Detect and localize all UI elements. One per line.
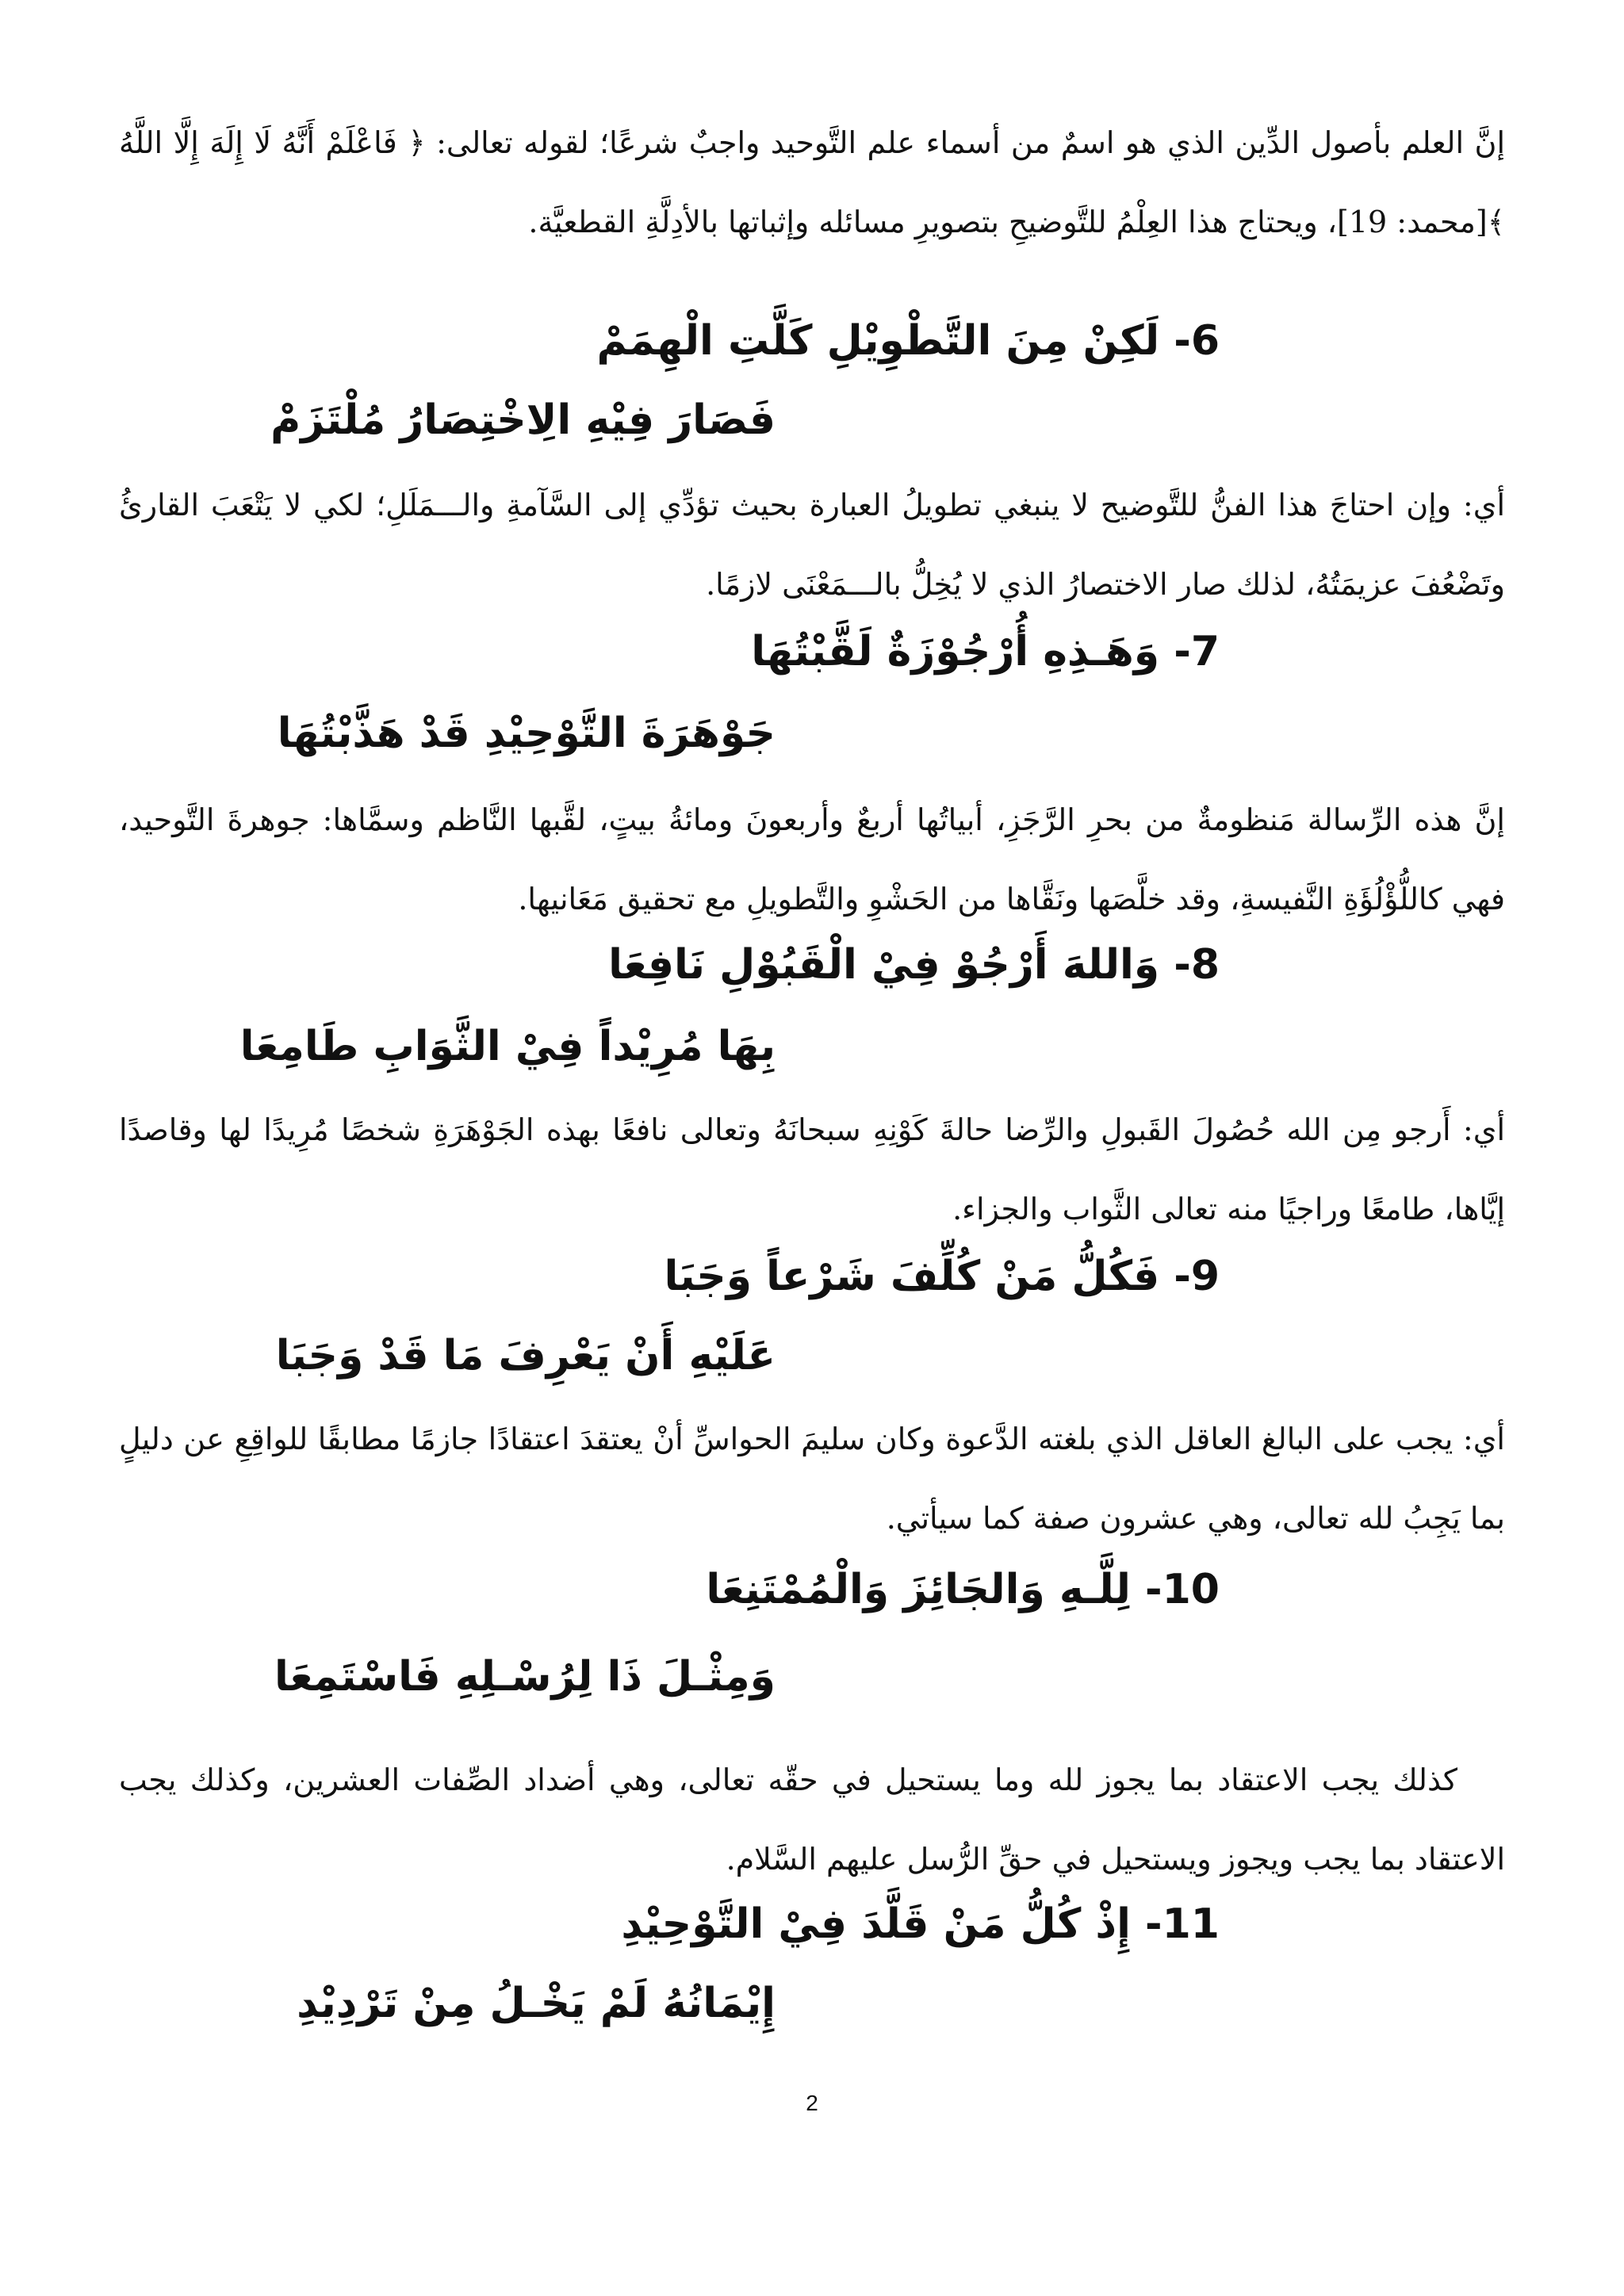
verse-7-first-hemistich: 7- وَهَـذِهِ أُرْجُوْزَةٌ لَقَّبْتُهَا [751,628,1220,675]
page-number: 2 [806,2091,818,2115]
commentary-verse-8: أي: أَرجو مِن الله حُصُولَ القَبولِ والرِّضا حالةَ كَوْنِهِ سبحانَهُ وتعالى نافعًا بهذه الجَوْهَرَةِ شخصًا مُرِيدًا لها وقاصدًا إيَّاها، طامعًا وراجيًا منه تعالى الثَّواب والجزاء. [119,1112,1505,1226]
commentary-verse-10: كذلك يجب الاعتقاد بما يجوز لله وما يستحيل في حقّه تعالى، وهي أضداد الصِّفات العشرين، وكذلك يجب الاعتقاد بما يجب ويجوز ويستحيل في حقِّ الرُّسل عليهم السَّلام. [119,1762,1505,1877]
verse-10-first-hemistich: 10- لِلَّـهِ وَالجَائِزَ وَالْمُمْتَنِعَا [706,1566,1220,1613]
commentary-verse-6: أي: وإن احتاجَ هذا الفنُّ للتَّوضيح لا ينبغي تطويلُ العبارة بحيث تؤدِّي إلى السَّآمةِ والـــمَلَلِ؛ لكي لا يَتْعَبَ القارئُ وتَضْعُفَ عزيمَتُهُ، لذلك صار الاختصارُ الذي لا يُخِلُّ بالـــمَعْنَى لازمًا. [119,488,1506,602]
verse-8-second-hemistich: بِهَا مُرِيْداً فِيْ الثَّوَابِ طَامِعَا [239,1023,776,1070]
verse-8-first-hemistich: 8- وَاللهَ أَرْجُوْ فِيْ الْقَبُوْلِ نَافِعَا [608,941,1220,989]
verse-9-second-hemistich: عَلَيْهِ أَنْ يَعْرِفَ مَا قَدْ وَجَبَا [275,1332,776,1380]
verse-6-second-hemistich: فَصَارَ فِيْهِ الِاخْتِصَارُ مُلْتَزَمْ [270,396,776,444]
verse-11-first-hemistich: 11- إِذْ كُلُّ مَنْ قَلَّدَ فِيْ التَّوْحِيْدِ [621,1900,1220,1948]
verse-11-second-hemistich: إِيْمَانُهُ لَمْ يَخْـلُ مِنْ تَرْدِيْدِ [297,1980,776,2027]
verse-6-first-hemistich: 6- لَكِنْ مِنَ التَّطْوِيْلِ كَلَّتِ الْهِمَمْ [596,317,1220,365]
commentary-verse-7: إنَّ هذه الرِّسالة مَنظومةٌ من بحرِ الرَّجَزِ، أبياتُها أربعٌ وأربعونَ ومائةُ بيتٍ، لقَّبها النَّاظم وسمَّاها: جوهرةَ التَّوحيد، فهي كاللُّؤْلُؤَةِ النَّفيسةِ، وقد خلَّصَها ونَقَّاها من الحَشْوِ والتَّطويلِ مع تحقيق مَعَانيها. [119,802,1505,916]
intro-paragraph: إنَّ العلم بأصول الدِّين الذي هو اسمٌ من أسماء علم التَّوحيد واجبٌ شرعًا؛ لقوله تعالى: ﴿ فَاعْلَمْ أَنَّهُ لَا إِلَهَ إِلَّا اللَّهُ ﴾[محمد: 19]، ويحتاج هذا العِلْمُ للتَّوضيحِ بتصويرِ مسائله وإثباتها بالأدِلَّةِ القطعيَّة. [119,125,1505,239]
verse-7-second-hemistich: جَوْهَرَةَ التَّوْحِيْدِ قَدْ هَذَّبْتُهَا [277,710,776,757]
commentary-verse-9: أي: يجب على البالغ العاقل الذي بلغته الدَّعوة وكان سليمَ الحواسِّ أنْ يعتقدَ اعتقادًا جازمًا مطابقًا للواقِعِ عن دليلٍ بما يَجِبُ لله تعالى، وهي عشرون صفة كما سيأتي. [119,1422,1505,1536]
verse-10-second-hemistich: وَمِثْـلَ ذَا لِرُسْـلِهِ فَاسْتَمِعَا [274,1653,776,1701]
verse-9-first-hemistich: 9- فَكُلُّ مَنْ كُلِّفَ شَرْعاً وَجَبَا [664,1253,1220,1300]
